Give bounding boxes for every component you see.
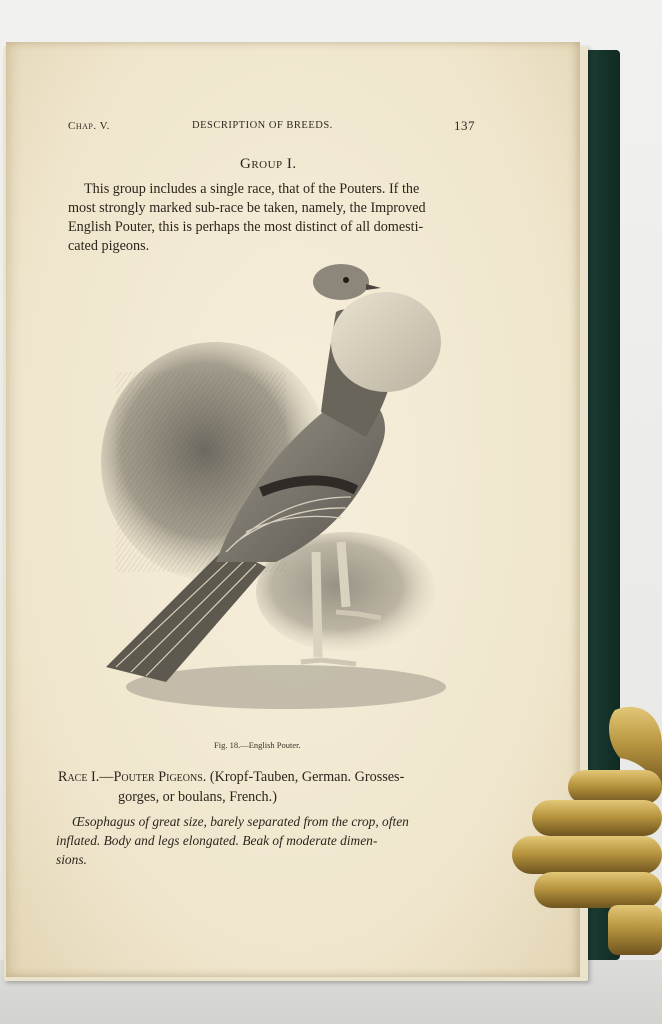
brass-hand-bookend xyxy=(510,700,662,960)
description-line: inflated. Body and legs elongated. Beak of moderate dimen- xyxy=(56,833,378,848)
figure-caption: Fig. 18.—English Pouter. xyxy=(214,740,301,750)
eye xyxy=(343,277,349,283)
race-description xyxy=(56,812,476,869)
race-names-line1: (Kropf-Tauben, German. Grosses- xyxy=(206,769,405,785)
running-title: DESCRIPTION OF BREEDS. xyxy=(192,120,333,131)
crop xyxy=(331,292,441,392)
intro-line: English Pouter, this is perhaps the most distinct of all domesti- xyxy=(68,219,424,235)
race-names-line2: gorges, or boulans, French.) xyxy=(118,789,277,805)
beak xyxy=(366,284,381,290)
chapter-label: Chap. V. xyxy=(68,120,110,132)
intro-line: most strongly marked sub-race be taken, namely, the Improved xyxy=(68,200,426,216)
group-heading: Group I. xyxy=(240,156,297,172)
intro-line: cated pigeons. xyxy=(68,238,150,254)
running-head xyxy=(0,118,662,138)
head xyxy=(313,264,369,300)
pouter-pigeon-engraving xyxy=(96,262,446,722)
finger xyxy=(512,836,662,874)
race-label: Race I.—Pouter Pigeons. xyxy=(58,769,207,785)
race-heading xyxy=(58,767,478,807)
intro-paragraph xyxy=(68,180,478,256)
page-number: 137 xyxy=(454,118,475,133)
finger xyxy=(534,872,662,908)
finger xyxy=(568,770,662,804)
description-line: sions. xyxy=(56,852,87,867)
palm xyxy=(608,905,662,955)
finger xyxy=(532,800,662,836)
description-line: Œsophagus of great size, barely separated from the crop, often xyxy=(72,814,409,829)
intro-line: This group includes a single race, that of the Pouters. If the xyxy=(84,181,420,197)
